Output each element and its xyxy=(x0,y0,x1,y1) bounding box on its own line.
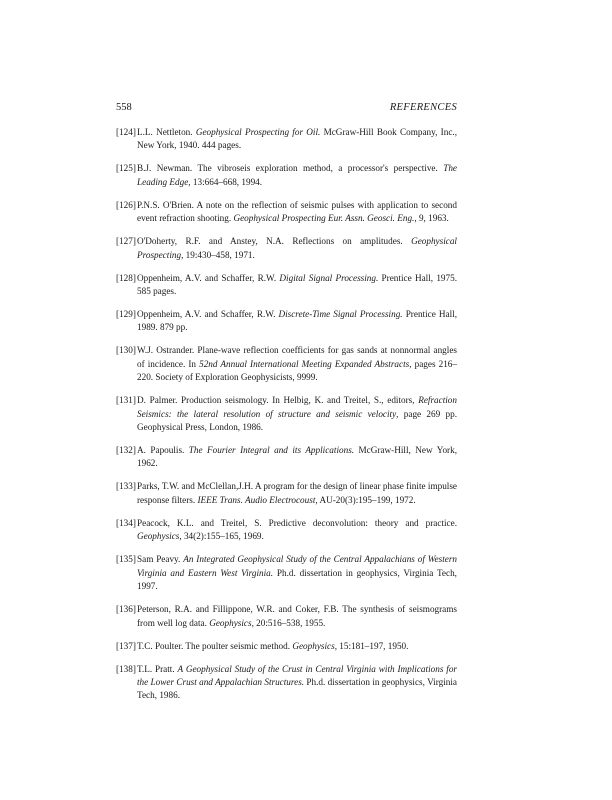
reference-text-segment: , 19:430–458, 1971. xyxy=(181,249,255,260)
reference-text xyxy=(137,273,457,296)
reference-title-italic: Geophysical Prospecting for Oil. xyxy=(195,127,321,137)
reference-text xyxy=(137,604,457,627)
reference-title-italic: 52nd Annual International Meeting Expanded Abstracts xyxy=(199,358,410,369)
reference-number: [132] xyxy=(116,445,136,456)
reference-text xyxy=(137,641,408,651)
running-head: REFERENCES xyxy=(389,102,457,113)
reference-text xyxy=(137,200,457,223)
reference-number: [135] xyxy=(116,554,136,565)
reference-title-italic: Geophysical Prospecting xyxy=(137,236,457,260)
reference-number: [127] xyxy=(116,236,136,247)
reference-entry xyxy=(116,199,457,226)
reference-number: [124] xyxy=(116,127,136,137)
reference-number: [128] xyxy=(116,272,136,283)
reference-text-segment: Parks, T.W. and McClellan,J.H. A program for the design of linear phase finite impulse response filters. xyxy=(137,481,457,505)
reference-title-italic: Geophysical Prospecting Eur. Assn. Geosci. Eng. xyxy=(233,213,415,224)
reference-text-segment: Peterson, R.A. and Fillippone, W.R. and Coker, F.B. The synthesis of seismograms from well log data. xyxy=(137,604,457,628)
reference-text-segment: McGraw-Hill Book Company, Inc., New York, 1940. 444 pages. xyxy=(137,127,457,151)
reference-text xyxy=(137,127,457,150)
reference-text-segment: Prentice Hall, 1989. 879 pp. xyxy=(137,309,457,333)
reference-entry xyxy=(116,480,457,507)
reference-number: [125] xyxy=(116,163,136,174)
page-header xyxy=(116,102,457,116)
reference-text-segment: Ph.d. dissertation in geophysics, Virginia Tech, 1997. xyxy=(137,567,457,592)
reference-text xyxy=(137,481,457,504)
reference-entry xyxy=(116,344,457,384)
reference-text xyxy=(137,395,457,432)
reference-text-segment: P.N.S. O'Brien. A note on the reflection of seismic pulses with application to second event refraction shooting. xyxy=(137,199,457,224)
reference-title-italic: Digital Signal Processing. xyxy=(279,272,379,283)
reference-text-segment: B.J. Newman. The vibroseis exploration method, a processor's perspective. xyxy=(137,163,444,174)
reference-entry xyxy=(116,640,457,653)
page-number: 558 xyxy=(116,102,132,113)
reference-number: [134] xyxy=(116,517,136,528)
reference-text-segment: L.L. Nettleton. xyxy=(137,127,196,137)
reference-entry xyxy=(116,444,457,471)
reference-entry xyxy=(116,162,457,189)
reference-text xyxy=(137,309,457,332)
reference-title-italic: Geophysics xyxy=(137,531,180,542)
reference-number: [131] xyxy=(116,395,136,406)
reference-number: [137] xyxy=(116,640,136,651)
reference-number: [133] xyxy=(116,481,136,492)
reference-text-segment: A. Papoulis. xyxy=(137,445,189,456)
reference-text-segment: Oppenheim, A.V. and Schaffer, R.W. xyxy=(137,309,279,320)
reference-entry xyxy=(116,272,457,299)
reference-title-italic: An Integrated Geophysical Study of the Central Appalachians of Western Virginia and Eastern West Virginia. xyxy=(137,554,457,578)
reference-title-italic: The Leading Edge xyxy=(137,163,457,187)
reference-text xyxy=(137,236,457,259)
reference-text-segment: T.C. Poulter. The poulter seismic method. xyxy=(137,640,293,651)
reference-text-segment: , pages 216–220. Society of Exploration Geophysicists, 9999. xyxy=(137,358,457,383)
reference-text-segment: AU-20(3):195–199, 1972. xyxy=(317,494,416,505)
reference-title-italic: Geophysics xyxy=(292,640,335,651)
reference-text xyxy=(137,518,457,541)
reference-list xyxy=(116,126,457,712)
reference-text-segment: Oppenheim, A.V. and Schaffer, R.W. xyxy=(137,272,280,283)
reference-number: [136] xyxy=(116,604,136,615)
reference-text-segment: Sam Peavy. xyxy=(137,554,184,565)
reference-number: [130] xyxy=(116,345,136,356)
reference-entry xyxy=(116,126,457,153)
reference-number: [138] xyxy=(116,663,136,674)
reference-number: [126] xyxy=(116,199,136,210)
reference-text-segment: Ph.d. dissertation in geophysics, Virginia Tech, 1986. xyxy=(137,676,457,701)
reference-text-segment: O'Doherty, R.F. and Anstey, N.A. Reflections on amplitudes. xyxy=(137,236,412,247)
reference-text-segment: W.J. Ostrander. Plane-wave reflection coefficients for gas sands at nonnormal angles of incidence. In xyxy=(137,345,457,369)
reference-text-segment: Peacock, K.L. and Treitel, S. Predictive deconvolution: theory and practice. xyxy=(137,517,457,528)
reference-text-segment: , 9, 1963. xyxy=(414,213,449,224)
reference-text-segment: , 13:664–668, 1994. xyxy=(188,176,263,187)
reference-text-segment: , page 269 pp. Geophysical Press, London, 1986. xyxy=(137,408,457,433)
reference-text-segment: , 15:181–197, 1950. xyxy=(334,640,409,651)
reference-text xyxy=(137,664,457,701)
reference-entry xyxy=(116,517,457,544)
reference-text xyxy=(137,163,457,186)
reference-number: [129] xyxy=(116,309,136,320)
reference-entry xyxy=(116,235,457,262)
reference-entry xyxy=(116,663,457,703)
reference-text-segment: , 20:516–538, 1955. xyxy=(251,617,326,628)
reference-entry xyxy=(116,394,457,434)
reference-entry xyxy=(116,553,457,593)
reference-text xyxy=(137,445,457,468)
reference-title-italic: A Geophysical Study of the Crust in Central Virginia with Implications for the Lower Crust and Appalachian Structures. xyxy=(137,663,457,687)
reference-title-italic: The Fourier Integral and its Applications. xyxy=(188,445,355,456)
reference-entry xyxy=(116,308,457,335)
reference-entry xyxy=(116,603,457,630)
reference-text xyxy=(137,554,457,591)
reference-text-segment: McGraw-Hill, New York, 1962. xyxy=(137,445,457,469)
reference-title-italic: IEEE Trans. Audio Electrocoust, xyxy=(197,494,318,505)
reference-text-segment: Prentice Hall, 1975. 585 pages. xyxy=(137,272,458,297)
reference-title-italic: Refraction Seismics: the lateral resolution of structure and seismic velocity xyxy=(137,395,457,419)
reference-text-segment: T.L. Pratt. xyxy=(137,663,178,674)
reference-title-italic: Geophysics xyxy=(209,617,252,628)
reference-text-segment: D. Palmer. Production seismology. In Helbig, K. and Treitel, S., editors, xyxy=(137,395,419,406)
reference-title-italic: Discrete-Time Signal Processing. xyxy=(278,309,403,320)
reference-text xyxy=(137,345,457,382)
reference-text-segment: , 34(2):155–165, 1969. xyxy=(179,531,264,542)
